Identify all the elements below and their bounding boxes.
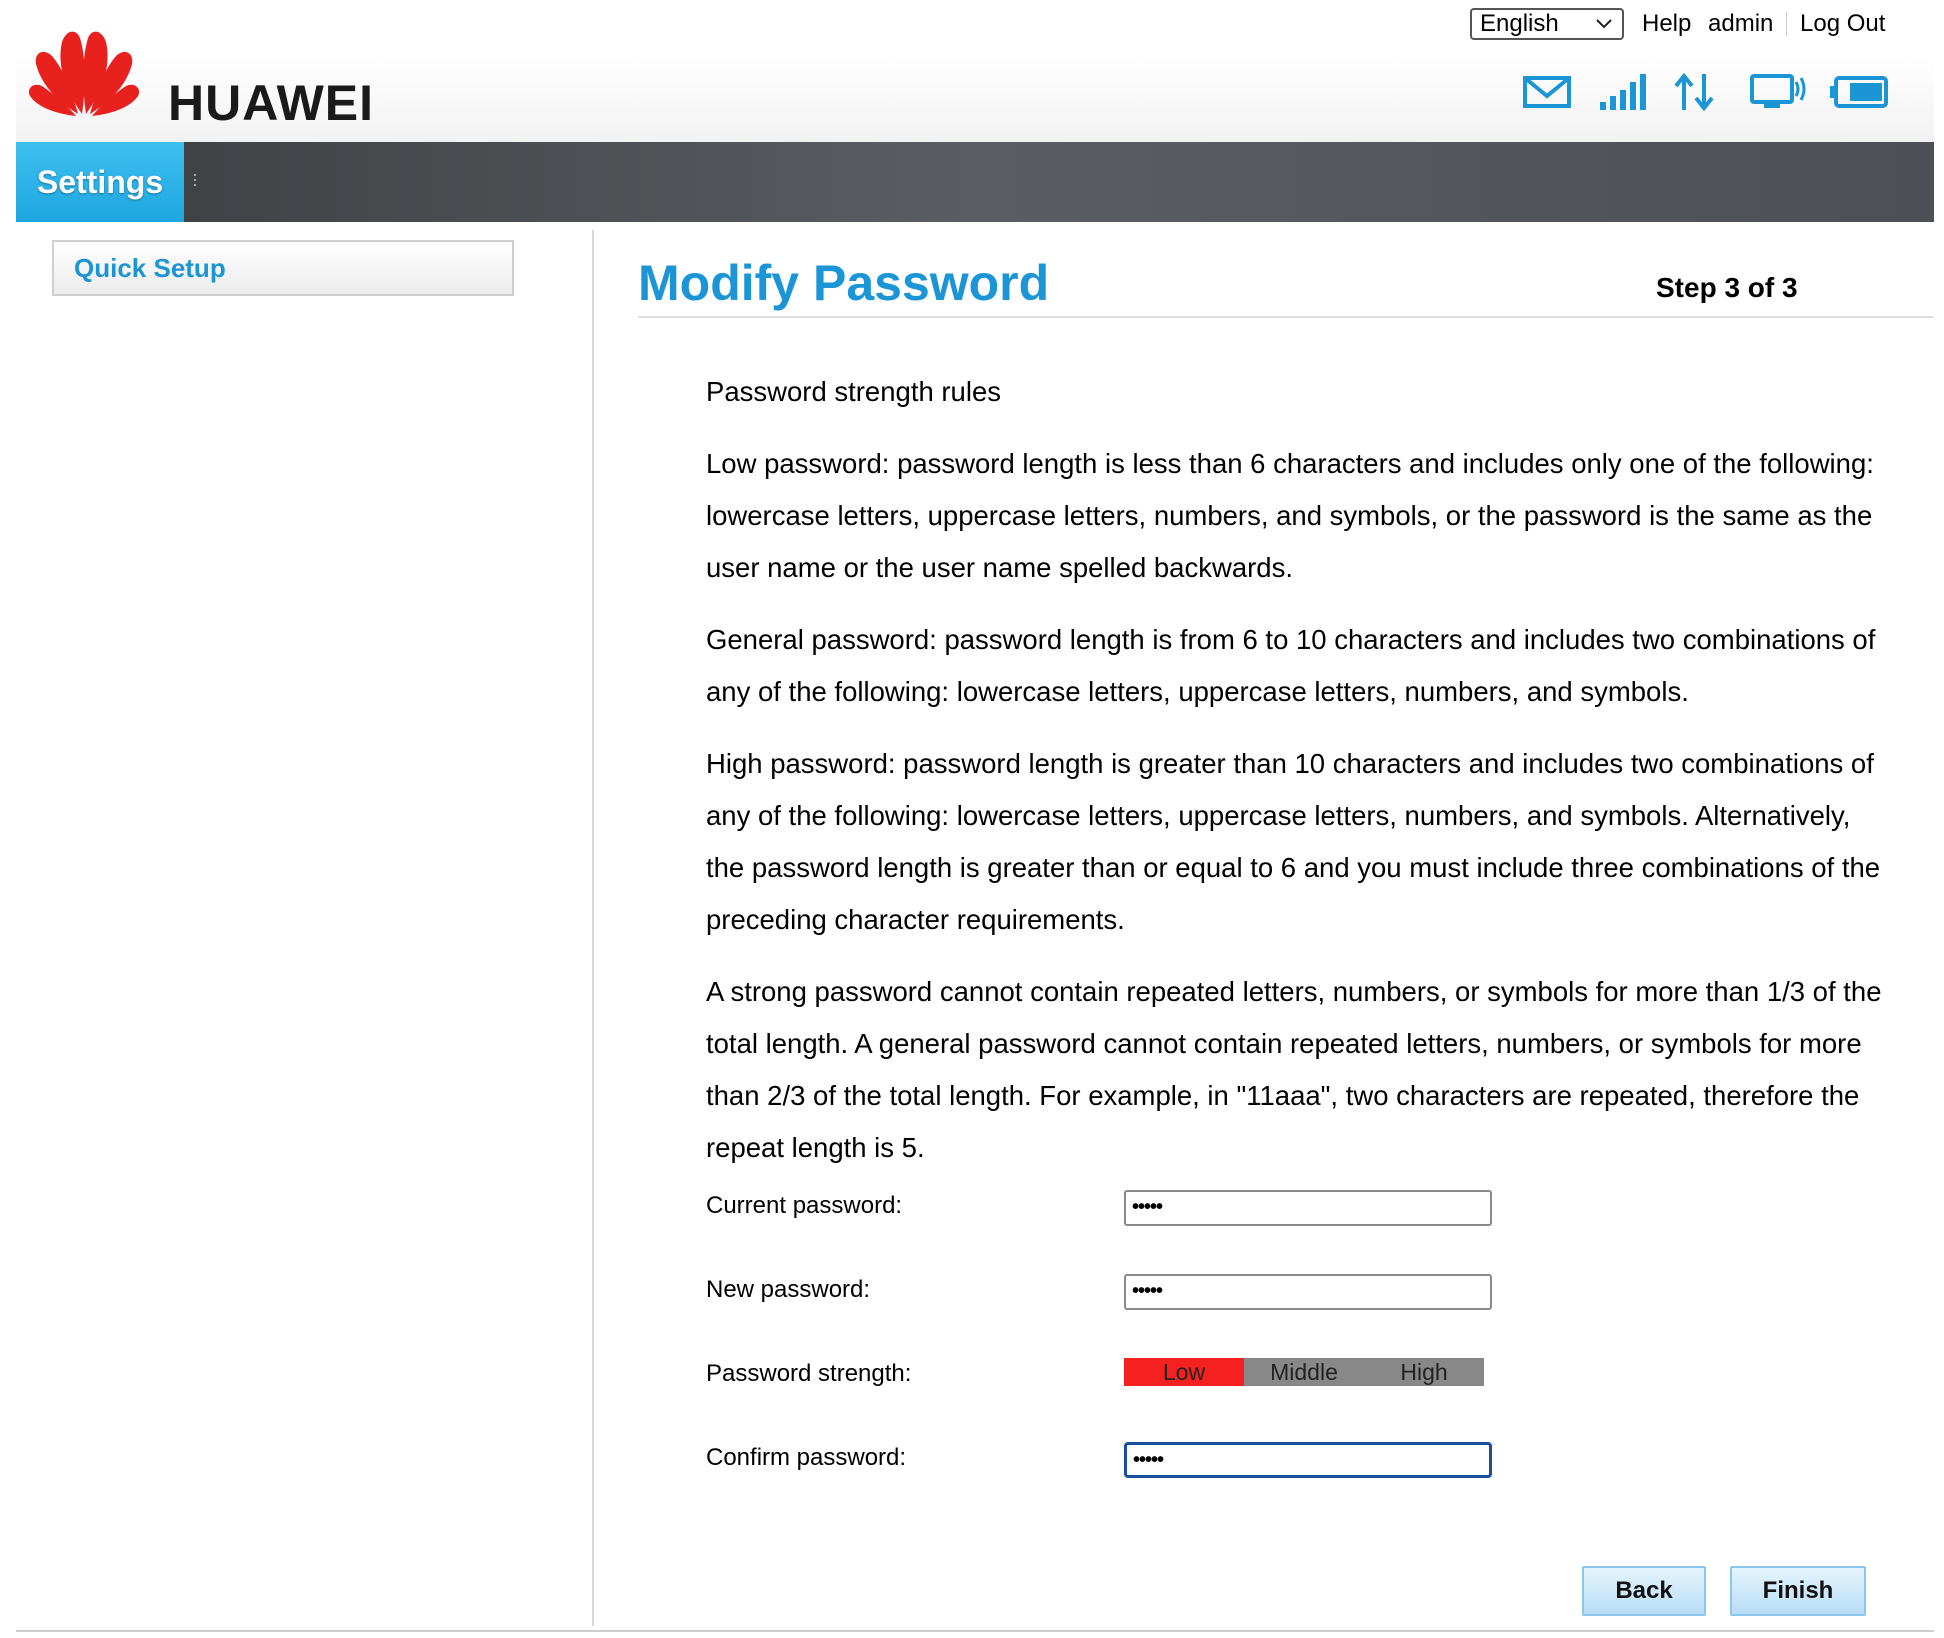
confirm-password-field[interactable]: ••••• [1124, 1442, 1492, 1478]
step-indicator: Step 3 of 3 [1656, 272, 1798, 303]
battery-icon [1830, 72, 1890, 112]
rule-general: General password: password length is from 6 to 10 characters and includes two combinations of any of the following: lowercase letters, uppercase letters, numbers, and symbols. [706, 624, 1876, 707]
logout-link[interactable]: Log Out [1800, 10, 1886, 37]
mail-icon[interactable] [1522, 72, 1572, 112]
strength-middle: Middle [1244, 1358, 1364, 1386]
password-strength-meter [1124, 1358, 1484, 1386]
strength-low: Low [1124, 1358, 1244, 1386]
sidebar-divider [592, 230, 594, 1626]
nav-divider [194, 174, 198, 190]
rule-repeat: A strong password cannot contain repeated letters, numbers, or symbols for more than 1/3 of the total length. A general password cannot contain repeated letters, numbers, or symbols for more than 2/3 of the total length. For example, in "11aaa", two characters are repeated, therefore the repeat length is 5. [706, 976, 1882, 1163]
language-select-value: English [1480, 10, 1559, 37]
footer-divider [16, 1630, 1934, 1632]
current-password-field[interactable]: ••••• [1124, 1190, 1492, 1226]
rules-heading: Password strength rules [706, 376, 1001, 407]
brand-wordmark: HUAWEI [168, 75, 374, 131]
password-strength-label: Password strength: [706, 1360, 912, 1387]
sidebar-item-quick-setup[interactable]: Quick Setup [52, 240, 514, 296]
password-rules [706, 366, 1886, 1194]
tab-settings[interactable]: Settings [16, 142, 184, 222]
confirm-password-label: Confirm password: [706, 1444, 907, 1471]
header [16, 0, 1934, 142]
wifi-display-icon[interactable] [1750, 72, 1808, 112]
huawei-flower-icon [28, 24, 140, 116]
title-divider [638, 316, 1934, 318]
new-password-field[interactable]: ••••• [1124, 1274, 1492, 1310]
data-transfer-icon [1672, 72, 1716, 112]
new-password-label: New password: [706, 1276, 871, 1303]
help-link[interactable]: Help [1642, 10, 1692, 37]
header-separator [1786, 12, 1787, 36]
language-select[interactable] [1470, 8, 1624, 40]
strength-high: High [1364, 1358, 1484, 1386]
admin-link[interactable]: admin [1708, 10, 1774, 37]
current-password-label: Current password: [706, 1192, 903, 1219]
main-nav [16, 142, 1934, 222]
signal-icon [1598, 72, 1652, 112]
back-button[interactable]: Back [1582, 1566, 1706, 1616]
finish-button[interactable]: Finish [1730, 1566, 1866, 1616]
rule-low: Low password: password length is less than 6 characters and includes only one of the following: lowercase letters, uppercase letters, numbers, and symbols, or the password is the same as the user name or the user name spelled backwards. [706, 448, 1874, 583]
chevron-down-icon [1594, 14, 1614, 34]
page-title: Modify Password [638, 255, 1050, 311]
huawei-logo [28, 24, 428, 131]
rule-high: High password: password length is greater than 10 characters and includes two combinations of any of the following: lowercase letters, uppercase letters, numbers, and symbols. Alternatively, the password length is greater than or equal to 6 and you must include three combinations of the preceding character requirements. [706, 748, 1881, 935]
